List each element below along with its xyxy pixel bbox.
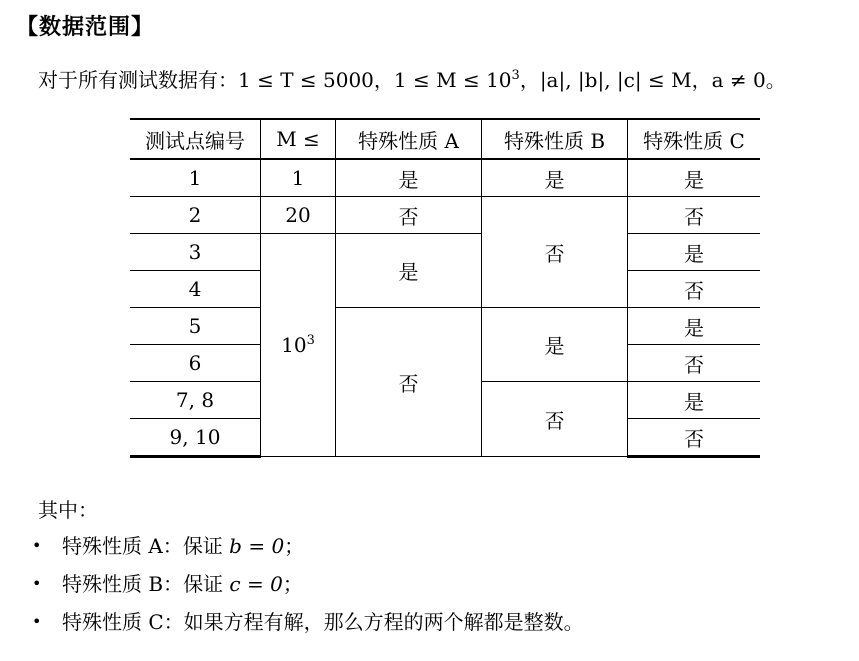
table-row — [130, 159, 760, 197]
cell-property-c: 是 — [628, 382, 761, 419]
property-text: 保证 — [182, 534, 230, 558]
separator: ， — [691, 68, 712, 92]
constraints-prefix: 对于所有测试数据有： — [38, 68, 238, 92]
header-property-b: 特殊性质 B — [482, 119, 628, 159]
separator: ， — [373, 68, 394, 92]
cell-property-a: 是 — [336, 159, 482, 197]
cell-testcase-id: 9, 10 — [130, 419, 261, 457]
cell-property-b-merged: 否 — [482, 197, 628, 308]
m-constraint-base: 1 ≤ M ≤ 10 — [393, 68, 512, 92]
cell-m-limit: 20 — [261, 197, 336, 234]
header-property-c: 特殊性质 C — [628, 119, 761, 159]
sentence-end: 。 — [765, 68, 786, 92]
bullet-icon: • — [32, 536, 42, 555]
t-constraint: 1 ≤ T ≤ 5000 — [238, 68, 374, 92]
bullet-icon: • — [32, 612, 42, 631]
cell-property-c: 是 — [628, 308, 761, 345]
cell-m-limit: 1 — [261, 159, 336, 197]
cell-property-a: 否 — [336, 197, 482, 234]
property-end: ； — [282, 572, 303, 596]
bullet-icon: • — [32, 574, 42, 593]
a-nonzero-constraint: a ≠ 0 — [711, 68, 766, 92]
property-math: c = 0 — [229, 572, 283, 596]
cell-testcase-id: 1 — [130, 159, 261, 197]
list-item — [32, 565, 584, 603]
cell-property-c: 否 — [628, 419, 761, 457]
m-constraint — [394, 68, 520, 92]
list-item — [32, 603, 584, 641]
cell-property-c: 是 — [628, 159, 761, 197]
property-label: 特殊性质 C： — [62, 610, 184, 634]
header-m-limit: M ≤ — [261, 119, 336, 159]
cell-property-c: 否 — [628, 345, 761, 382]
property-math: b = 0 — [229, 534, 285, 558]
cell-property-b-merged: 是 — [482, 308, 628, 382]
cell-property-b: 是 — [482, 159, 628, 197]
header-property-a: 特殊性质 A — [336, 119, 482, 159]
cell-property-c: 否 — [628, 271, 761, 308]
list-item — [32, 527, 584, 565]
cell-m-limit-merged — [261, 234, 336, 457]
separator: ， — [519, 68, 540, 92]
cell-testcase-id: 7, 8 — [130, 382, 261, 419]
cell-testcase-id: 6 — [130, 345, 261, 382]
cell-property-a-merged: 是 — [336, 234, 482, 308]
cell-property-a-merged: 否 — [336, 308, 482, 457]
property-text: 如果方程有解，那么方程的两个解都是整数。 — [183, 610, 584, 634]
property-text: 保证 — [183, 572, 230, 596]
subtask-table — [130, 118, 760, 458]
header-testcase-id: 测试点编号 — [130, 119, 261, 159]
property-label: 特殊性质 B： — [62, 572, 184, 596]
m-limit-exponent: 3 — [306, 333, 315, 348]
m-constraint-exponent: 3 — [511, 68, 520, 83]
property-list — [32, 527, 584, 641]
cell-testcase-id: 5 — [130, 308, 261, 345]
cell-property-c: 是 — [628, 234, 761, 271]
property-end: ； — [284, 534, 305, 558]
m-limit-base: 10 — [281, 333, 307, 357]
table-row — [130, 308, 760, 345]
abc-constraint: |a|, |b|, |c| ≤ M — [539, 68, 692, 92]
section-heading: 【数据范围】 — [16, 15, 155, 40]
constraints-line — [38, 64, 786, 93]
cell-testcase-id: 4 — [130, 271, 261, 308]
table-row — [130, 234, 760, 271]
table-header-row — [130, 119, 760, 159]
cell-property-c: 否 — [628, 197, 761, 234]
table-row — [130, 197, 760, 234]
where-label: 其中： — [38, 498, 98, 522]
cell-testcase-id: 2 — [130, 197, 261, 234]
property-label: 特殊性质 A： — [62, 534, 183, 558]
cell-property-b-merged: 否 — [482, 382, 628, 457]
cell-testcase-id: 3 — [130, 234, 261, 271]
